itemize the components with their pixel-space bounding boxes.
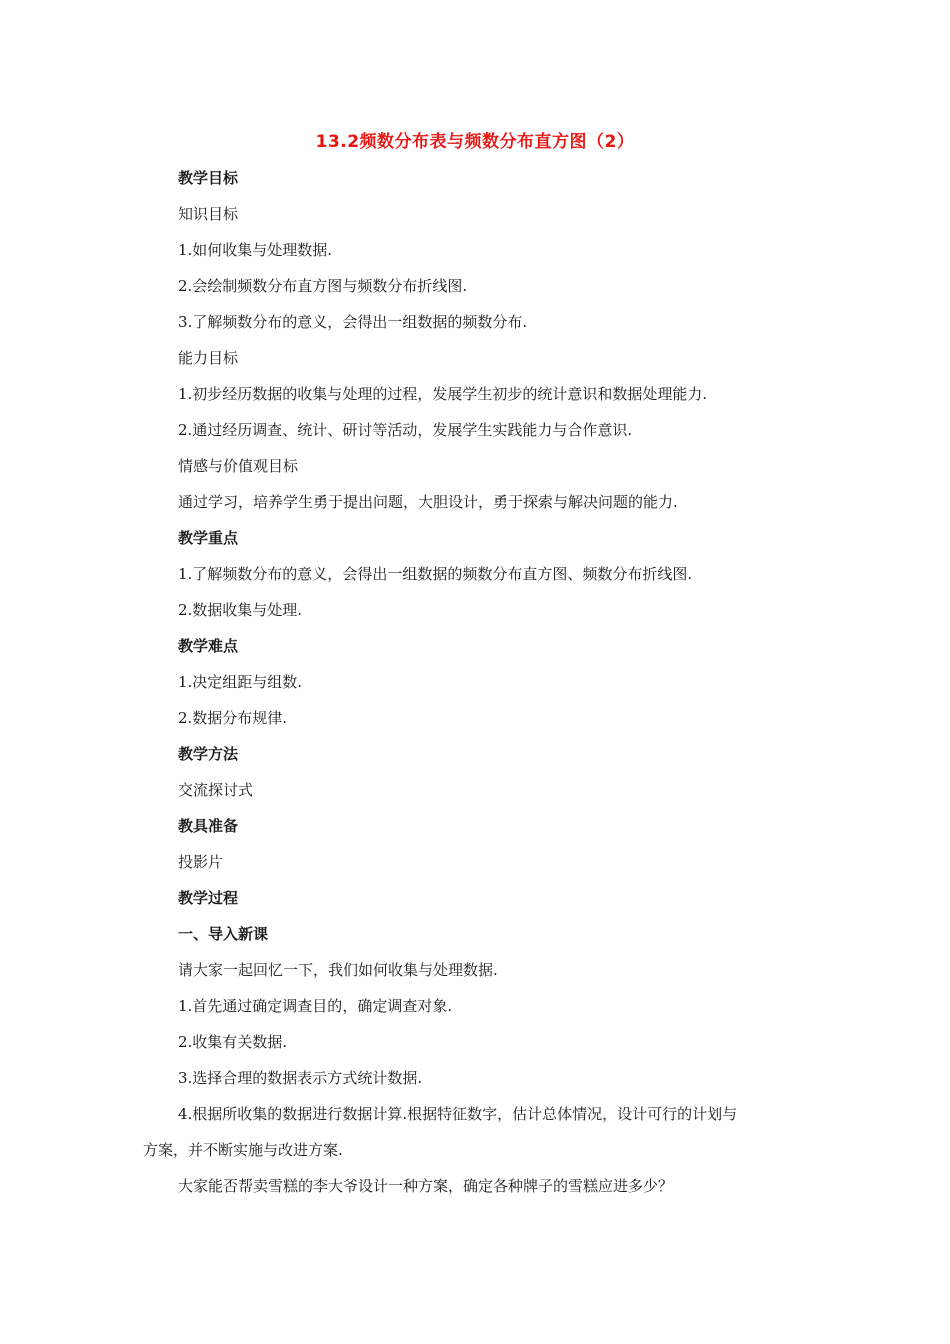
- paragraph: 2.数据收集与处理.: [178, 601, 303, 619]
- paragraph: 3.选择合理的数据表示方式统计数据.: [178, 1069, 423, 1087]
- paragraph: 1.了解频数分布的意义，会得出一组数据的频数分布直方图、频数分布折线图.: [178, 565, 693, 583]
- paragraph-continuation: 方案，并不断实施与改进方案.: [143, 1141, 343, 1159]
- document-body: [143, 160, 823, 1204]
- heading-teaching-goals: 教学目标: [178, 169, 239, 187]
- paragraph: 2.收集有关数据.: [178, 1033, 288, 1051]
- paragraph: 1.初步经历数据的收集与处理的过程，发展学生初步的统计意识和数据处理能力.: [178, 385, 708, 403]
- heading-teaching-method: 教学方法: [178, 745, 239, 763]
- paragraph: 投影片: [178, 853, 224, 871]
- paragraph: 1.决定组距与组数.: [178, 673, 303, 691]
- heading-key-points: 教学重点: [178, 529, 239, 547]
- paragraph: 4.根据所收集的数据进行数据计算.根据特征数字，估计总体情况，设计可行的计划与: [178, 1105, 738, 1123]
- paragraph: 3.了解频数分布的意义，会得出一组数据的频数分布.: [178, 313, 528, 331]
- subheading-emotion-goals: 情感与价值观目标: [178, 457, 299, 475]
- paragraph: 2.数据分布规律.: [178, 709, 288, 727]
- heading-difficulties: 教学难点: [178, 637, 239, 655]
- paragraph: 1.如何收集与处理数据.: [178, 241, 333, 259]
- heading-teaching-aids: 教具准备: [178, 817, 239, 835]
- heading-introduction: 一、导入新课: [178, 925, 269, 943]
- paragraph: 2.通过经历调查、统计、研讨等活动，发展学生实践能力与合作意识.: [178, 421, 633, 439]
- paragraph: 2.会绘制频数分布直方图与频数分布折线图.: [178, 277, 468, 295]
- subheading-ability-goals: 能力目标: [178, 349, 239, 367]
- heading-teaching-process: 教学过程: [178, 889, 239, 907]
- subheading-knowledge-goals: 知识目标: [178, 205, 239, 223]
- paragraph: 大家能否帮卖雪糕的李大爷设计一种方案，确定各种牌子的雪糕应进多少？: [178, 1177, 674, 1195]
- document-title: 13.2频数分布表与频数分布直方图（2）: [315, 132, 635, 152]
- paragraph: 通过学习，培养学生勇于提出问题，大胆设计，勇于探索与解决问题的能力.: [178, 493, 678, 511]
- paragraph: 1.首先通过确定调查目的，确定调查对象.: [178, 997, 453, 1015]
- paragraph: 交流探讨式: [178, 781, 254, 799]
- paragraph: 请大家一起回忆一下，我们如何收集与处理数据.: [178, 961, 498, 979]
